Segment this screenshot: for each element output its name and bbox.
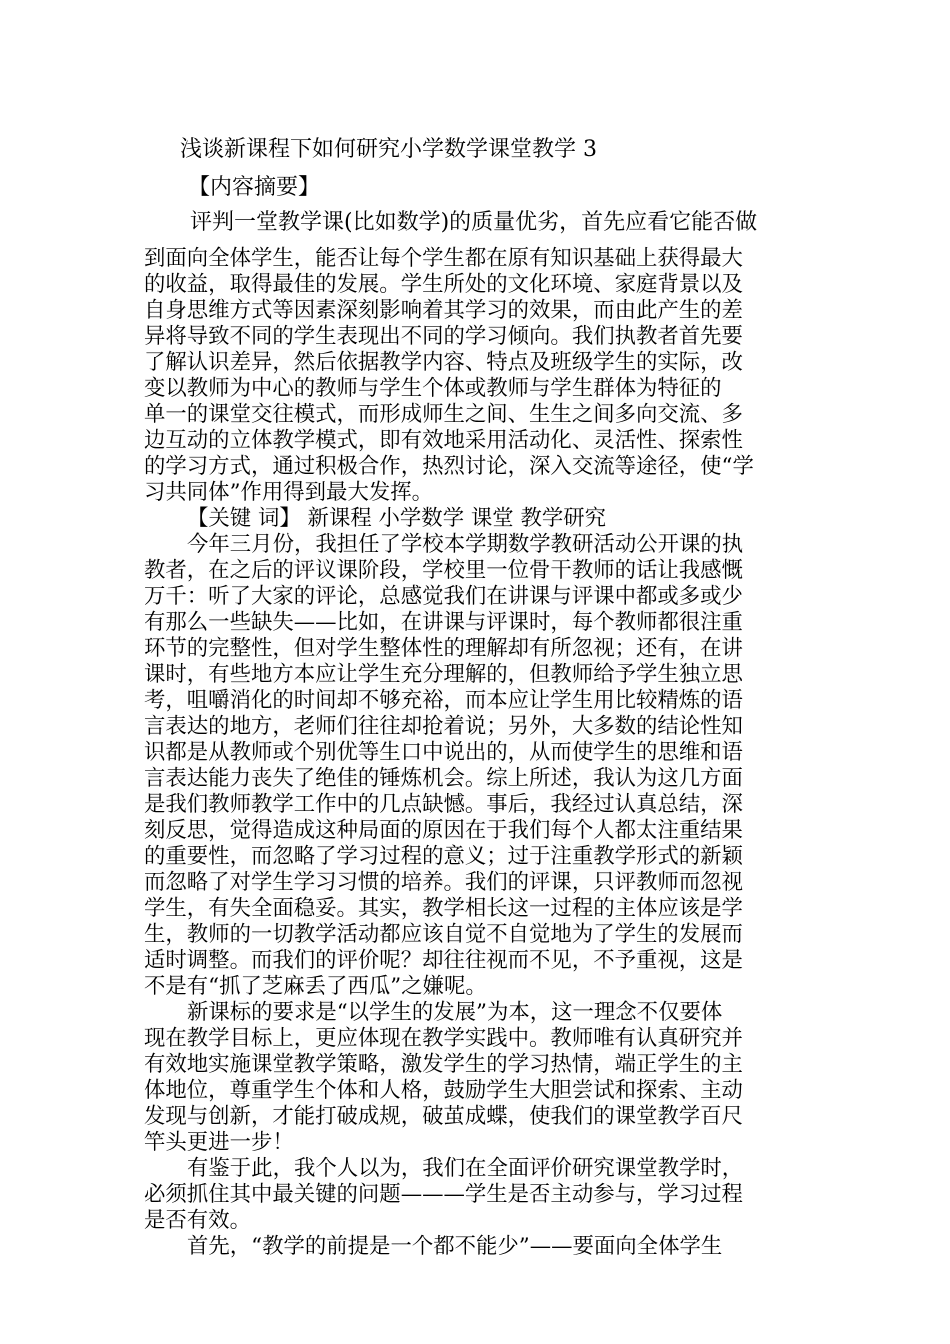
- text-line: 现在教学目标上，更应体现在教学实践中。教师唯有认真研究并: [144, 1026, 743, 1051]
- text-line: 变以教师为中心的教师与学生个体或教师与学生群体为特征的: [144, 376, 722, 401]
- text-line: 教者，在之后的评议课阶段，学校里一位骨干教师的话让我感慨: [144, 558, 743, 583]
- text-line: 了解认识差异，然后依据教学内容、特点及班级学生的实际，改: [144, 350, 743, 375]
- text-line: 异将导致不同的学生表现出不同的学习倾向。我们执教者首先要: [144, 324, 743, 349]
- text-line: 识都是从教师或个别优等生口中说出的，从而使学生的思维和语: [144, 740, 743, 765]
- text-line: 言表达的地方，老师们往往却抢着说；另外，大多数的结论性知: [144, 714, 743, 739]
- text-line: 到面向全体学生，能否让每个学生都在原有知识基础上获得最大: [144, 246, 743, 271]
- text-line: 言表达能力丧失了绝佳的锤炼机会。综上所述，我认为这几方面: [144, 766, 743, 791]
- text-line: 发现与创新，才能打破成规，破茧成蝶，使我们的课堂教学百尺: [144, 1104, 743, 1129]
- text-line: 体地位，尊重学生个体和人格，鼓励学生大胆尝试和探索、主动: [144, 1078, 743, 1103]
- text-line: 边互动的立体教学模式，即有效地采用活动化、灵活性、探索性: [144, 428, 743, 453]
- text-line: 有那么一些缺失——比如，在讲课与评课时，每个教师都很注重: [144, 610, 743, 635]
- abstract-first-line: 评判一堂教学课(比如数学)的质量优劣，首先应看它能否做: [190, 210, 758, 235]
- text-line: 首先，“教学的前提是一个都不能少”——要面向全体学生: [187, 1234, 723, 1259]
- abstract-label: 【内容摘要】: [188, 175, 321, 200]
- text-line: 有效地实施课堂教学策略，激发学生的学习热情，端正学生的主: [144, 1052, 743, 1077]
- text-line: 课时，有些地方本应让学生充分理解的，但教师给予学生独立思: [144, 662, 743, 687]
- text-line: 自身思维方式等因素深刻影响着其学习的效果，而由此产生的差: [144, 298, 743, 323]
- text-line: 而忽略了对学生学习习惯的培养。我们的评课，只评教师而忽视: [144, 870, 743, 895]
- text-line: 习共同体”作用得到最大发挥。: [144, 480, 434, 505]
- text-line: 必须抓住其中最关键的问题———学生是否主动参与，学习过程: [144, 1182, 743, 1207]
- text-line: 是我们教师教学工作中的几点缺憾。事后，我经过认真总结，深: [144, 792, 743, 817]
- text-line: 不是有“抓了芝麻丢了西瓜”之嫌呢。: [144, 974, 487, 999]
- document-title: 浅谈新课程下如何研究小学数学课堂教学 3: [180, 137, 597, 162]
- text-line: 适时调整。而我们的评价呢？却往往视而不见，不予重视，这是: [144, 948, 743, 973]
- text-line: 生，教师的一切教学活动都应该自觉不自觉地为了学生的发展而: [144, 922, 743, 947]
- text-line: 考，咀嚼消化的时间却不够充裕，而本应让学生用比较精炼的语: [144, 688, 743, 713]
- document-body: [144, 246, 812, 1260]
- text-line: 的重要性，而忽略了学习过程的意义；过于注重教学形式的新颖: [144, 844, 743, 869]
- text-line: 新课标的要求是“以学生的发展”为本，这一理念不仅要体: [187, 1000, 723, 1025]
- text-line: 是否有效。: [144, 1208, 251, 1233]
- text-line: 刻反思，觉得造成这种局面的原因在于我们每个人都太注重结果: [144, 818, 743, 843]
- text-line: 的学习方式，通过积极合作，热烈讨论，深入交流等途径，使“学: [144, 454, 754, 479]
- text-line: 环节的完整性，但对学生整体性的理解却有所忽视；还有，在讲: [144, 636, 743, 661]
- text-line: 竿头更进一步！: [144, 1130, 294, 1155]
- text-line: 有鉴于此，我个人以为，我们在全面评价研究课堂教学时，: [187, 1156, 744, 1181]
- text-line: 学生，有失全面稳妥。其实，教学相长这一过程的主体应该是学: [144, 896, 743, 921]
- text-line: 【关键 词】 新课程 小学数学 课堂 教学研究: [187, 506, 607, 531]
- text-line: 今年三月份，我担任了学校本学期数学教研活动公开课的执: [187, 532, 744, 557]
- text-line: 万千：听了大家的评论，总感觉我们在讲课与评课中都或多或少: [144, 584, 743, 609]
- text-line: 单一的课堂交往模式，而形成师生之间、生生之间多向交流、多: [144, 402, 743, 427]
- text-line: 的收益，取得最佳的发展。学生所处的文化环境、家庭背景以及: [144, 272, 743, 297]
